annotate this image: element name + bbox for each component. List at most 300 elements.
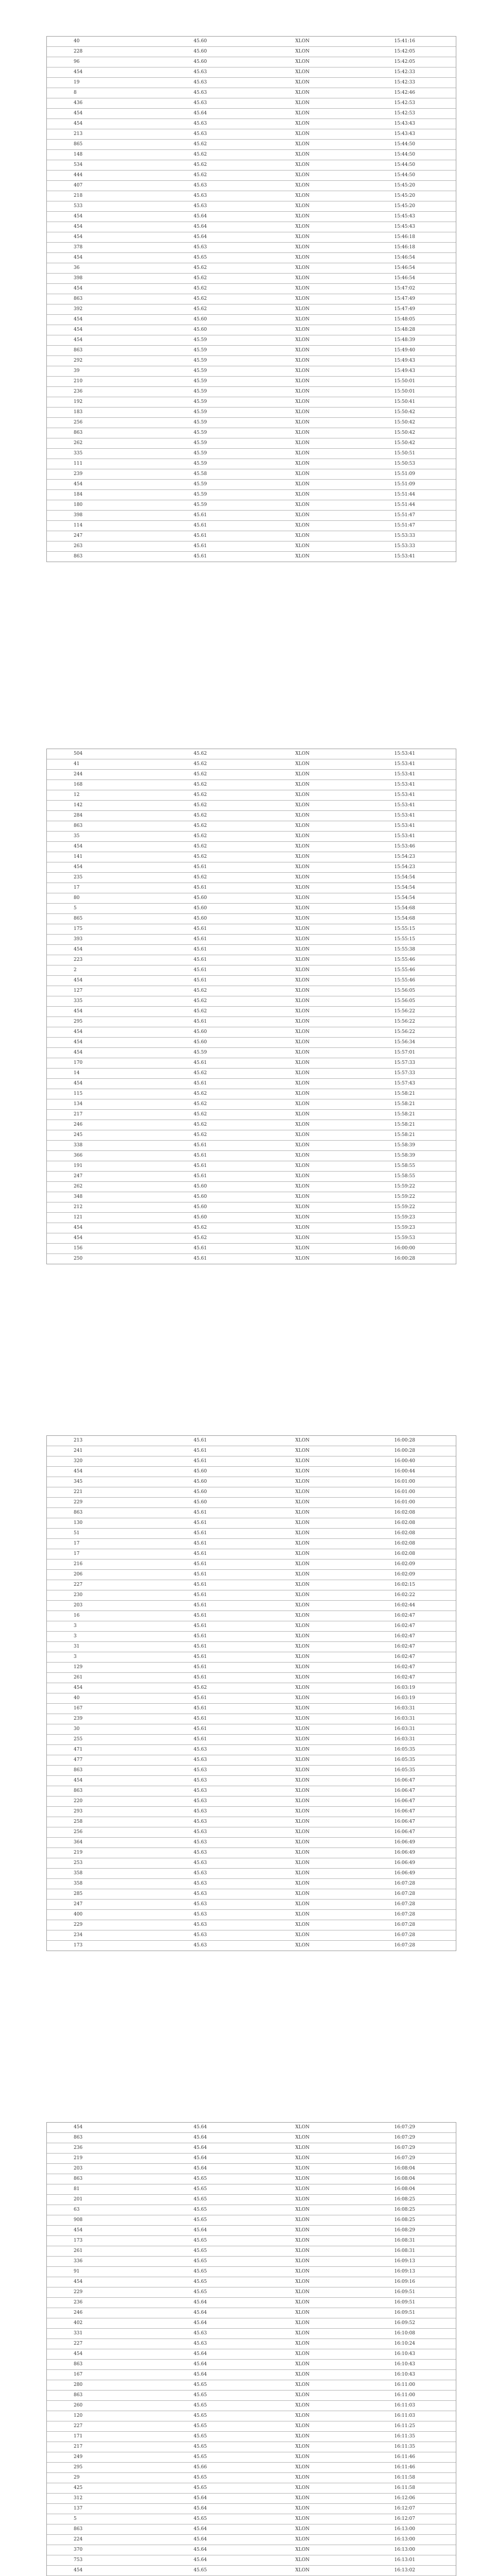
venue-cell: XLON <box>295 554 310 559</box>
venue-cell: XLON <box>251 2329 354 2339</box>
volume-cell: 262 <box>47 1182 149 1192</box>
table-row <box>47 129 456 140</box>
time-cell: 15:51:44 <box>354 490 456 500</box>
time-cell: 16:02:47 <box>354 1632 456 1642</box>
price-cell: 45.64 <box>149 109 252 119</box>
volume-cell: 338 <box>47 1141 149 1151</box>
table-row <box>47 2566 456 2576</box>
table-row <box>47 274 456 284</box>
price-cell: 45.61 <box>149 1560 252 1570</box>
table-row <box>47 191 456 201</box>
venue-cell: XLON <box>251 1673 354 1683</box>
volume-cell: 400 <box>47 1910 149 1920</box>
table-row <box>47 1838 456 1848</box>
time-cell: 15:44:50 <box>354 150 456 160</box>
table-row <box>47 749 456 759</box>
table-row <box>47 2277 456 2287</box>
time-cell: 15:59:23 <box>354 1223 456 1233</box>
table-row <box>47 304 456 315</box>
time-cell: 15:54:68 <box>354 904 456 914</box>
price-cell: 45.61 <box>149 1693 252 1704</box>
trade-table-page-4 <box>46 2122 456 2576</box>
time-cell: 16:05:35 <box>354 1745 456 1755</box>
time-cell: 15:56:05 <box>354 996 456 1007</box>
venue-cell: XLON <box>251 2555 354 2566</box>
table-row <box>47 935 456 945</box>
table-row <box>47 1017 456 1027</box>
price-cell: 45.61 <box>149 1436 252 1446</box>
time-cell: 15:48:05 <box>354 315 456 325</box>
price-cell: 45.64 <box>149 232 252 243</box>
price-cell: 45.63 <box>149 1807 252 1817</box>
venue-cell: XLON <box>251 1110 354 1120</box>
price-cell: 45.64 <box>149 2535 252 2545</box>
table-row <box>47 821 456 832</box>
venue-cell: XLON <box>251 469 354 480</box>
volume-cell: 40 <box>47 1693 149 1704</box>
venue-cell: XLON <box>251 1213 354 1223</box>
time-cell: 15:45:20 <box>354 181 456 191</box>
price-cell: 45.65 <box>149 2483 252 2494</box>
price-cell: 45.65 <box>149 2195 252 2205</box>
volume-cell: 3 <box>47 1632 149 1642</box>
time-cell: 15:53:41 <box>354 811 456 821</box>
table-row <box>47 811 456 821</box>
price-cell: 45.59 <box>149 428 252 438</box>
venue-cell: XLON <box>251 1621 354 1632</box>
table-row <box>47 759 456 770</box>
price-cell: 45.61 <box>149 1621 252 1632</box>
venue-cell: XLON <box>251 2339 354 2349</box>
time-cell: 15:50:01 <box>354 387 456 397</box>
volume-cell: 212 <box>47 1202 149 1213</box>
table-row <box>47 904 456 914</box>
venue-cell: XLON <box>251 2184 354 2195</box>
time-cell: 16:02:09 <box>354 1570 456 1580</box>
table-row <box>47 2421 456 2432</box>
time-cell: 16:02:47 <box>354 1642 456 1652</box>
price-cell: 45.63 <box>149 1766 252 1776</box>
venue-cell: XLON <box>251 480 354 490</box>
table-row <box>47 480 456 490</box>
price-cell: 45.60 <box>149 893 252 904</box>
volume-cell: 115 <box>47 1089 149 1099</box>
price-cell: 45.59 <box>149 408 252 418</box>
time-cell: 16:07:28 <box>354 1930 456 1941</box>
volume-cell: 908 <box>47 2215 149 2226</box>
venue-cell: XLON <box>251 428 354 438</box>
price-cell: 45.64 <box>149 2360 252 2370</box>
volume-cell: 863 <box>47 1786 149 1797</box>
time-cell: 16:08:25 <box>354 2205 456 2215</box>
time-cell: 16:10:08 <box>354 2329 456 2339</box>
table-row <box>47 232 456 243</box>
time-cell: 16:07:29 <box>354 2123 456 2133</box>
volume-cell: 173 <box>47 2236 149 2246</box>
time-cell: 15:43:43 <box>354 119 456 129</box>
price-cell: 45.64 <box>149 2133 252 2143</box>
volume-cell: 12 <box>47 790 149 801</box>
venue-cell: XLON <box>251 2545 354 2555</box>
venue-cell: XLON <box>251 1202 354 1213</box>
volume-cell: 206 <box>47 1570 149 1580</box>
table-row <box>47 2246 456 2257</box>
volume-cell: 262 <box>47 438 149 449</box>
time-cell: 15:53:41 <box>394 554 415 559</box>
volume-cell: 402 <box>47 2318 149 2329</box>
volume-cell: 91 <box>47 2267 149 2277</box>
price-cell: 45.64 <box>149 2143 252 2154</box>
volume-cell: 14 <box>47 1069 149 1079</box>
time-cell: 15:50:51 <box>354 449 456 459</box>
venue-cell: XLON <box>251 1611 354 1621</box>
volume-cell: 111 <box>47 459 149 469</box>
venue-cell: XLON <box>251 2174 354 2184</box>
price-cell: 45.58 <box>149 469 252 480</box>
price-cell: 45.62 <box>149 1007 252 1017</box>
venue-cell: XLON <box>251 976 354 986</box>
venue-cell: XLON <box>251 904 354 914</box>
table-row <box>47 1879 456 1889</box>
volume-cell: 454 <box>47 1683 149 1693</box>
time-cell: 16:09:51 <box>354 2308 456 2318</box>
volume-cell: 454 <box>47 2123 149 2133</box>
venue-cell: XLON <box>251 418 354 428</box>
table-row <box>47 2463 456 2473</box>
price-cell: 45.59 <box>149 438 252 449</box>
volume-cell: 250 <box>74 1256 83 1261</box>
volume-cell: 454 <box>47 1007 149 1017</box>
time-cell: 16:02:15 <box>354 1580 456 1590</box>
time-cell: 16:08:31 <box>354 2236 456 2246</box>
volume-cell: 219 <box>47 2154 149 2164</box>
venue-cell: XLON <box>251 1141 354 1151</box>
time-cell: 15:45:43 <box>354 222 456 232</box>
venue-cell: XLON <box>251 1693 354 1704</box>
table-row <box>47 914 456 924</box>
time-cell: 16:06:47 <box>354 1786 456 1797</box>
time-cell: 16:13:00 <box>354 2524 456 2535</box>
venue-cell: XLON <box>251 500 354 511</box>
table-row <box>47 500 456 511</box>
price-cell: 45.64 <box>149 2524 252 2535</box>
volume-cell: 863 <box>47 1508 149 1518</box>
volume-cell: 2 <box>47 965 149 976</box>
time-cell: 16:06:47 <box>354 1817 456 1827</box>
venue-cell: XLON <box>251 770 354 780</box>
time-cell: 15:50:42 <box>354 408 456 418</box>
table-row <box>47 1817 456 1827</box>
venue-cell: XLON <box>251 1879 354 1889</box>
table-row <box>47 1621 456 1632</box>
volume-cell: 40 <box>47 37 149 47</box>
volume-cell: 168 <box>47 780 149 790</box>
price-cell: 45.59 <box>149 346 252 356</box>
price-cell: 45.61 <box>149 1141 252 1151</box>
price-cell: 45.65 <box>149 2246 252 2257</box>
volume-cell: 171 <box>47 2432 149 2442</box>
price-cell: 45.62 <box>149 1069 252 1079</box>
volume-cell: 865 <box>47 914 149 924</box>
time-cell: 16:06:49 <box>354 1869 456 1879</box>
price-cell: 45.65 <box>149 2184 252 2195</box>
table-row <box>47 1099 456 1110</box>
venue-cell: XLON <box>251 1446 354 1456</box>
time-cell: 15:53:46 <box>354 842 456 852</box>
price-cell: 45.62 <box>149 790 252 801</box>
table-row <box>47 2504 456 2514</box>
table-row <box>47 88 456 98</box>
time-cell: 16:07:29 <box>354 2133 456 2143</box>
venue-cell: XLON <box>251 873 354 883</box>
price-cell: 45.64 <box>149 222 252 232</box>
venue-cell: XLON <box>251 1560 354 1570</box>
venue-cell: XLON <box>251 945 354 955</box>
price-cell: 45.63 <box>149 78 252 88</box>
price-cell: 45.63 <box>149 2329 252 2339</box>
venue-cell: XLON <box>251 1120 354 1130</box>
volume-cell: 142 <box>47 801 149 811</box>
price-cell: 45.61 <box>149 1663 252 1673</box>
venue-cell: XLON <box>251 1549 354 1560</box>
price-cell: 45.63 <box>149 1786 252 1797</box>
table-row <box>47 2370 456 2380</box>
time-cell: 16:06:49 <box>354 1848 456 1858</box>
time-cell: 16:10:43 <box>354 2360 456 2370</box>
venue-cell: XLON <box>251 531 354 541</box>
venue-cell: XLON <box>251 1704 354 1714</box>
table-row <box>47 1244 456 1254</box>
venue-cell: XLON <box>251 914 354 924</box>
volume-cell: 236 <box>47 2143 149 2154</box>
time-cell: 15:42:05 <box>354 57 456 67</box>
price-cell: 45.61 <box>149 1456 252 1467</box>
price-cell: 45.59 <box>149 500 252 511</box>
price-cell: 45.63 <box>149 1910 252 1920</box>
time-cell: 16:11:35 <box>354 2442 456 2452</box>
venue-cell: XLON <box>251 2370 354 2380</box>
volume-cell: 863 <box>74 554 83 559</box>
volume-cell: 454 <box>47 222 149 232</box>
venue-cell: XLON <box>251 397 354 408</box>
time-cell: 15:50:42 <box>354 438 456 449</box>
price-cell: 45.61 <box>149 1058 252 1069</box>
price-cell: 45.61 <box>149 1518 252 1529</box>
volume-cell: 454 <box>47 842 149 852</box>
venue-cell: XLON <box>251 986 354 996</box>
venue-cell: XLON <box>251 315 354 325</box>
time-cell: 15:46:54 <box>354 263 456 274</box>
time-cell: 15:53:41 <box>354 790 456 801</box>
venue-cell: XLON <box>251 1807 354 1817</box>
price-cell: 45.61 <box>149 1017 252 1027</box>
venue-cell: XLON <box>251 2452 354 2463</box>
price-cell: 45.63 <box>149 129 252 140</box>
time-cell: 16:09:16 <box>354 2277 456 2287</box>
table-row <box>47 1560 456 1570</box>
time-cell: 15:58:39 <box>354 1141 456 1151</box>
volume-cell: 454 <box>47 1467 149 1477</box>
time-cell: 15:56:22 <box>354 1027 456 1038</box>
price-cell: 45.60 <box>149 1213 252 1223</box>
venue-cell: XLON <box>251 2535 354 2545</box>
price-cell: 45.59 <box>149 490 252 500</box>
volume-cell: 246 <box>47 1120 149 1130</box>
volume-cell: 407 <box>47 181 149 191</box>
time-cell: 15:45:43 <box>354 212 456 222</box>
price-cell: 45.63 <box>149 1879 252 1889</box>
price-cell: 45.61 <box>149 541 252 552</box>
venue-cell: XLON <box>251 129 354 140</box>
volume-cell: 345 <box>47 1477 149 1487</box>
time-cell: 16:08:04 <box>354 2174 456 2184</box>
price-cell: 45.63 <box>149 243 252 253</box>
volume-cell: 358 <box>47 1879 149 1889</box>
price-cell: 45.60 <box>149 1498 252 1508</box>
price-cell: 45.65 <box>149 2215 252 2226</box>
price-cell: 45.65 <box>149 2391 252 2401</box>
price-cell: 45.62 <box>149 832 252 842</box>
price-cell: 45.63 <box>149 119 252 129</box>
volume-cell: 16 <box>47 1611 149 1621</box>
table-row <box>47 1590 456 1601</box>
volume-cell: 295 <box>47 2463 149 2473</box>
volume-cell: 863 <box>47 2360 149 2370</box>
price-cell: 45.62 <box>149 140 252 150</box>
table-row <box>47 955 456 965</box>
volume-cell: 263 <box>47 541 149 552</box>
price-cell: 45.65 <box>149 2442 252 2452</box>
table-row <box>47 1436 456 1446</box>
price-cell: 45.63 <box>149 1848 252 1858</box>
volume-cell: 167 <box>47 1704 149 1714</box>
price-cell: 45.64 <box>149 2164 252 2174</box>
volume-cell: 348 <box>47 1192 149 1202</box>
time-cell: 15:55:46 <box>354 965 456 976</box>
table-row <box>47 57 456 67</box>
venue-cell: XLON <box>251 1223 354 1233</box>
price-cell: 45.66 <box>149 2463 252 2473</box>
time-cell: 15:54:23 <box>354 852 456 862</box>
time-cell: 16:13:00 <box>354 2545 456 2555</box>
time-cell: 16:13:01 <box>354 2555 456 2566</box>
price-cell: 45.64 <box>149 2308 252 2318</box>
venue-cell: XLON <box>251 2277 354 2287</box>
venue-cell: XLON <box>251 541 354 552</box>
price-cell: 45.62 <box>149 1099 252 1110</box>
time-cell: 16:12:07 <box>354 2514 456 2524</box>
venue-cell: XLON <box>251 852 354 862</box>
venue-cell: XLON <box>251 1910 354 1920</box>
venue-cell: XLON <box>251 924 354 935</box>
venue-cell: XLON <box>251 1017 354 1027</box>
price-cell: 45.65 <box>149 2380 252 2391</box>
time-cell: 15:55:46 <box>354 955 456 965</box>
volume-cell: 393 <box>47 935 149 945</box>
volume-cell: 261 <box>47 2246 149 2257</box>
time-cell: 16:11:58 <box>354 2483 456 2494</box>
price-cell: 45.61 <box>149 1580 252 1590</box>
table-row <box>47 1027 456 1038</box>
table-row <box>47 1089 456 1099</box>
time-cell: 16:11:46 <box>354 2463 456 2473</box>
time-cell: 16:02:09 <box>354 1560 456 1570</box>
volume-cell: 863 <box>47 1766 149 1776</box>
venue-cell: XLON <box>251 1590 354 1601</box>
time-cell: 16:00:44 <box>354 1467 456 1477</box>
table-row <box>47 160 456 171</box>
volume-cell: 335 <box>47 449 149 459</box>
table-row <box>47 2555 456 2566</box>
price-cell: 45.61 <box>149 955 252 965</box>
volume-cell: 533 <box>47 201 149 212</box>
time-cell: 15:45:20 <box>354 191 456 201</box>
price-cell: 45.65 <box>149 2236 252 2246</box>
table-row <box>47 832 456 842</box>
volume-cell: 41 <box>47 759 149 770</box>
table-row <box>47 1724 456 1735</box>
volume-cell: 129 <box>47 1663 149 1673</box>
price-cell: 45.63 <box>149 1869 252 1879</box>
venue-cell: XLON <box>251 377 354 387</box>
table-row <box>47 1058 456 1069</box>
volume-cell: 454 <box>47 1233 149 1244</box>
venue-cell: XLON <box>251 2494 354 2504</box>
table-row <box>47 1920 456 1930</box>
time-cell: 15:43:43 <box>354 129 456 140</box>
price-cell: 45.63 <box>149 1817 252 1827</box>
price-cell: 45.61 <box>149 1161 252 1172</box>
volume-cell: 17 <box>47 883 149 893</box>
price-cell: 45.60 <box>149 47 252 57</box>
table-row <box>47 1446 456 1456</box>
time-cell: 15:42:33 <box>354 67 456 78</box>
time-cell: 15:44:50 <box>354 160 456 171</box>
volume-cell: 236 <box>47 387 149 397</box>
venue-cell: XLON <box>251 2421 354 2432</box>
volume-cell: 454 <box>47 976 149 986</box>
venue-cell: XLON <box>251 1151 354 1161</box>
volume-cell: 454 <box>47 212 149 222</box>
venue-cell: XLON <box>251 1539 354 1549</box>
time-cell: 16:02:08 <box>354 1539 456 1549</box>
volume-cell: 5 <box>47 2514 149 2524</box>
table-row <box>47 2133 456 2143</box>
time-cell: 16:00:28 <box>394 1256 415 1261</box>
volume-cell: 230 <box>47 1590 149 1601</box>
volume-cell: 256 <box>47 418 149 428</box>
volume-cell: 444 <box>47 171 149 181</box>
time-cell: 15:55:38 <box>354 945 456 955</box>
venue-cell: XLON <box>251 304 354 315</box>
venue-cell: XLON <box>251 883 354 893</box>
time-cell: 16:03:31 <box>354 1724 456 1735</box>
volume-cell: 312 <box>47 2494 149 2504</box>
volume-cell: 137 <box>47 2504 149 2514</box>
price-cell: 45.61 <box>149 965 252 976</box>
table-row <box>47 2205 456 2215</box>
volume-cell: 454 <box>47 325 149 335</box>
venue-cell: XLON <box>251 171 354 181</box>
volume-cell: 398 <box>47 511 149 521</box>
time-cell: 15:51:09 <box>354 480 456 490</box>
price-cell: 45.61 <box>149 1151 252 1161</box>
venue-cell: XLON <box>251 1817 354 1827</box>
volume-cell: 504 <box>47 749 149 759</box>
trade-table-body <box>47 37 456 562</box>
volume-cell: 213 <box>47 129 149 140</box>
table-row <box>47 531 456 541</box>
